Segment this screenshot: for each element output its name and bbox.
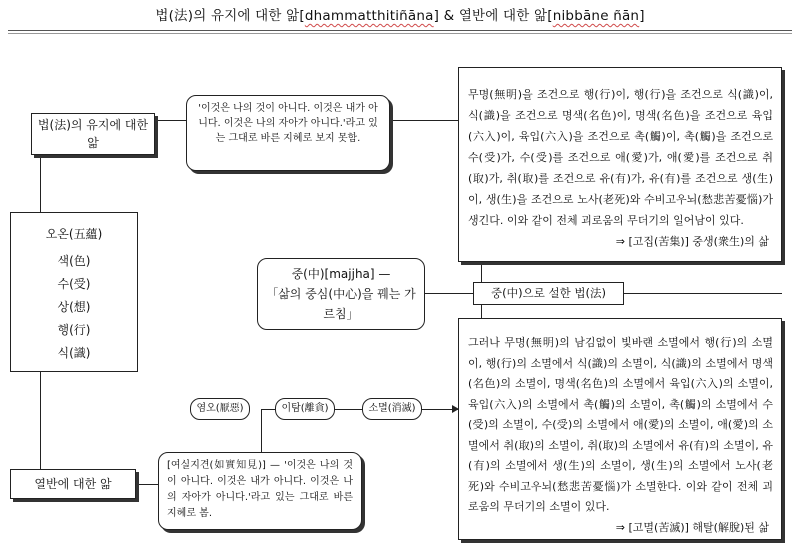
chain-disenchantment <box>190 398 250 420</box>
node-nibbana-knowledge-label: 열반에 대한 앎 <box>34 477 112 491</box>
chain-cessation <box>362 398 422 420</box>
title-rule <box>8 30 792 31</box>
title-middle: ] & 열반에 대한 앎[ <box>433 8 553 24</box>
middle-teaching-line2: 「삶의 중심(中心)을 꿰는 가르침」 <box>266 287 416 321</box>
chain-dispassion <box>275 398 335 420</box>
arising-conclusion: ⇒ [고집(苦集)] 중생(衆生)의 삶 <box>615 235 769 248</box>
node-dependent-arising <box>458 67 782 262</box>
connector-bottom <box>136 484 158 485</box>
node-nibbana-quote-text: [여실지견(如實知見)] — '이것은 나의 것이 아니다. 이것은 내가 아니다. 이것은 나의 자아가 아니다.'라고 있는 그대로 바른 지혜로 봄. <box>167 460 353 519</box>
aggregate-form: 색(色) <box>57 254 91 268</box>
node-nibbana-knowledge <box>10 469 136 499</box>
arising-text: 무명(無明)을 조건으로 행(行)이, 행(行)을 조건으로 식(識)이, 식(識)을 조건으로 명색(名色)이, 명색(名色)을 조건으로 육입(六入)이, 육입(六入)을 조건으로 촉(觸)이, 촉(觸)을 조건으로 수(受)가, 수(受)를 조건으로 애(愛)가, 애(愛)를 조건으로 취(取)가, 취(取)를 조건으로 유(有)가, 유(有)를 조건으로 생(生)이, 생(生)을 조건으로 노사(老死)와 수비고우뇌(愁悲苦憂惱)가 생긴다. 이와 같이 전체 괴로움의 무더기의 일어남이 있다. <box>468 88 773 227</box>
title-rule-secondary <box>8 33 792 34</box>
aggregate-formations: 행(行) <box>57 323 91 337</box>
chain-disenchantment-text: 염오(厭惡) <box>196 403 244 414</box>
aggregates-title: 오온(五蘊) <box>45 227 103 241</box>
diagram-title <box>0 4 800 24</box>
node-dhamma-quote-text: '이것은 나의 것이 아니다. 이것은 내가 아니다. 이것은 나의 자아가 아니다.'라고 있는 그대로 바른 지혜로 보지 못함. <box>198 103 378 144</box>
node-five-aggregates <box>10 212 138 372</box>
chain-dispassion-text: 이탐(離貪) <box>281 403 329 414</box>
connector-middle-label <box>624 293 782 294</box>
aggregate-perception: 상(想) <box>57 300 91 314</box>
node-middle-teaching <box>257 258 425 330</box>
node-dhamma-knowledge <box>31 113 155 155</box>
aggregate-consciousness: 식(識) <box>57 346 91 360</box>
node-dhamma-knowledge-label: 법(法)의 유지에 대한 앎 <box>37 118 149 150</box>
node-dhamma-quote <box>186 95 390 171</box>
title-prefix: 법(法)의 유지에 대한 앎[ <box>155 8 305 24</box>
middle-label-text: 중(中)으로 설한 법(法) <box>491 286 606 300</box>
cessation-conclusion: ⇒ [고멸(苦滅)] 해탈(解脫)된 삶 <box>615 520 769 534</box>
chain-cessation-text: 소멸(消滅) <box>368 403 416 414</box>
node-dependent-cessation <box>458 318 782 540</box>
node-nibbana-quote <box>158 452 362 530</box>
middle-teaching-line1: 중(中)[majjha] — <box>291 267 391 281</box>
title-term-nibbane: nibbāne ñān <box>552 8 640 24</box>
cessation-text: 그러나 무명(無明)의 남김없이 빛바랜 소멸에서 행(行)의 소멸이, 행(行)의 소멸에서 식(識)의 소멸이, 식(識)의 소멸에서 명색(名色)의 소멸이, 명색(名色)의 소멸에서 육입(六入)의 소멸이, 육입(六入)의 소멸에서 촉(觸)의 소멸이, 촉(觸)의 소멸에서 수(受)의 소멸이, 수(受)의 소멸에서 애(愛)의 소멸이, 애(愛)의 소멸에서 취(取)의 소멸이, 취(取)의 소멸에서 유(有)의 소멸이, 유(有)의 소멸에서 생(生)의 소멸이, 생(生)의 소멸에서 노사(老死)와 수비고우뇌(愁悲苦憂惱)가 소멸한다. 이와 같이 전체 괴로움의 무더기의 소멸이 있다. <box>468 336 773 513</box>
title-suffix: ] <box>639 8 645 24</box>
node-middle-label <box>473 282 624 305</box>
connector-chain-down <box>261 409 262 452</box>
aggregate-feeling: 수(受) <box>57 277 91 291</box>
connector-middle-teaching <box>425 293 473 294</box>
title-term-dhammatthiti: dhammatthitiñāna <box>304 8 434 24</box>
